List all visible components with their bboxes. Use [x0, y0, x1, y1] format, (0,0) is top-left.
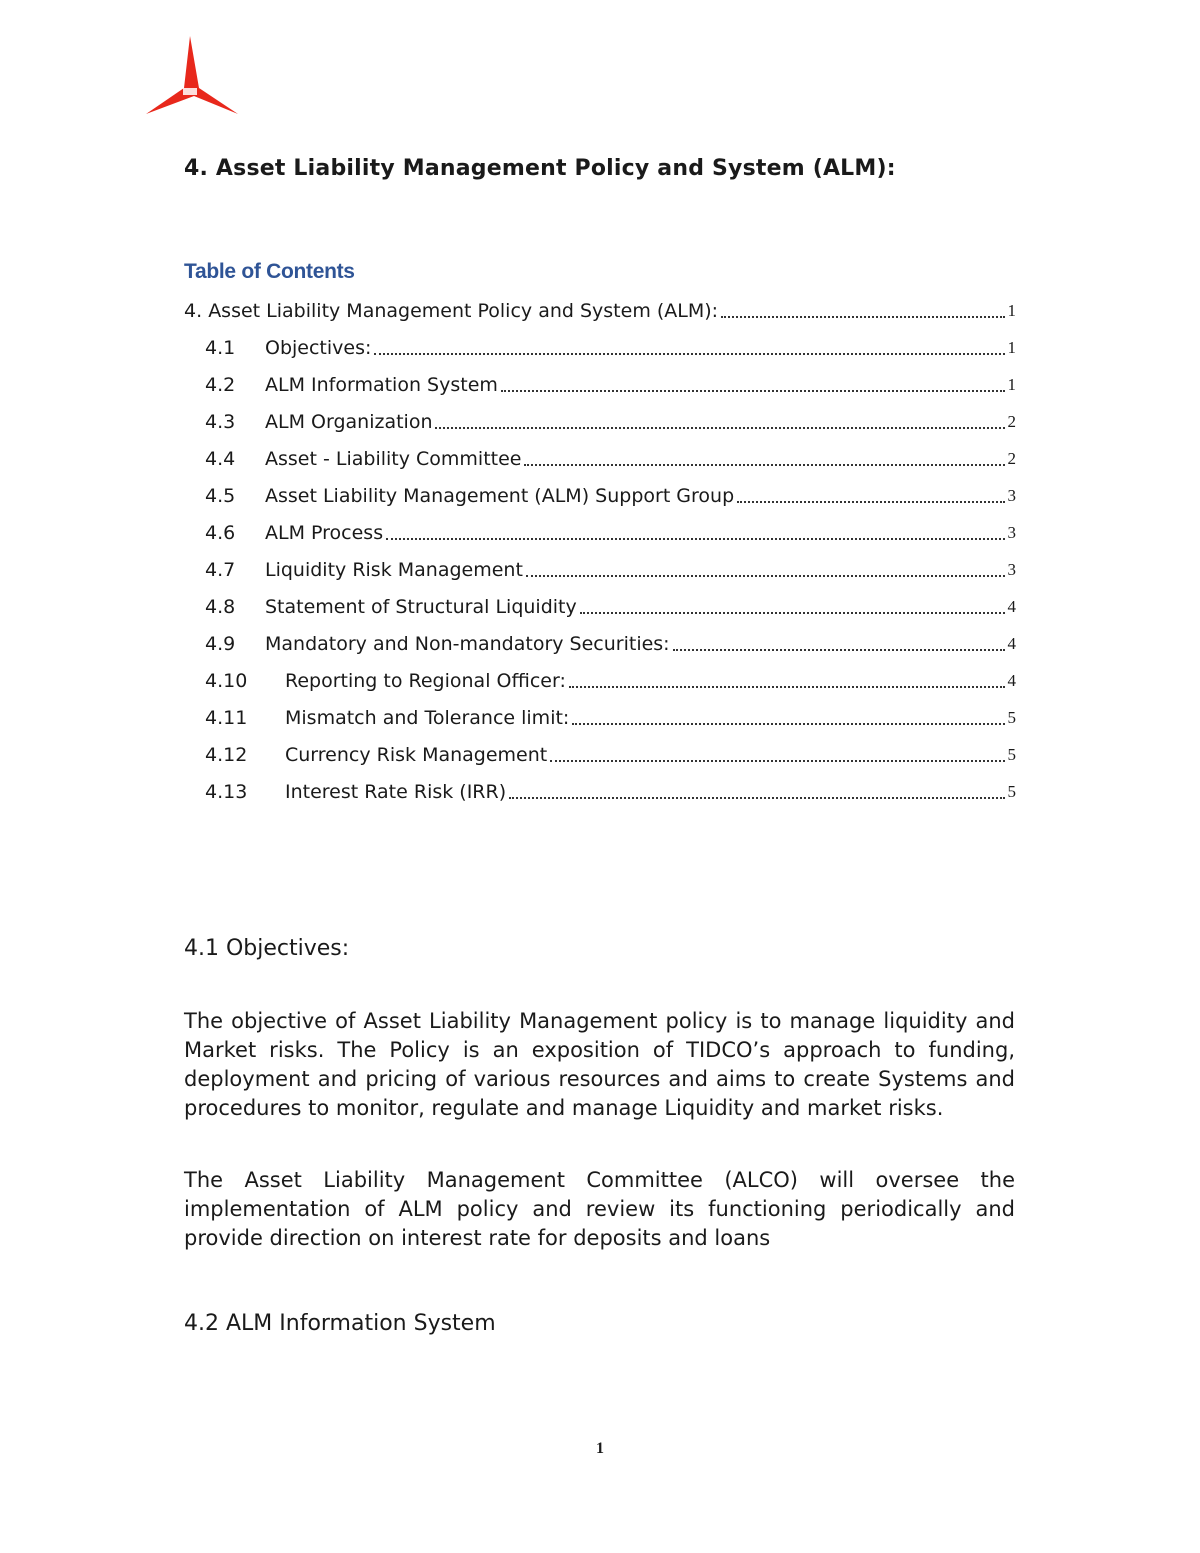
toc-heading: Table of Contents [184, 260, 355, 283]
objectives-paragraph-2: The Asset Liability Management Committee (ALCO) will oversee the implementation of ALM policy and review its functioning periodically and provide direction on interest rate for deposits and loans [184, 1168, 1015, 1250]
toc-entry-number: 4.12 [205, 743, 248, 766]
toc-entry[interactable] [184, 329, 1016, 366]
toc-entry[interactable] [184, 440, 1016, 477]
toc-entry-label: ALM Process [265, 521, 384, 544]
toc-entry-label: Asset Liability Management Policy and System (ALM): [208, 299, 719, 322]
toc-leader-dots [673, 649, 1005, 651]
toc-entry-number: 4.8 [205, 595, 236, 618]
toc-entry-label: Objectives: [265, 336, 372, 359]
toc-entry-page: 5 [1007, 707, 1016, 727]
toc-leader-dots [501, 390, 1005, 392]
toc-entry[interactable] [184, 699, 1016, 736]
toc-entry-label: ALM Information System [265, 373, 498, 396]
toc-entry[interactable] [184, 662, 1016, 699]
toc-entry-page: 1 [1007, 374, 1016, 394]
section-heading-objectives: 4.1 Objectives: [184, 936, 350, 961]
toc-entry[interactable] [184, 588, 1016, 625]
toc-entry-label: ALM Organization [265, 410, 433, 433]
toc-entry-number: 4.1 [205, 336, 236, 359]
toc-entry-page: 4 [1007, 670, 1016, 690]
toc-entry-label: Asset Liability Management (ALM) Support Group [265, 484, 735, 507]
toc-entry-number: 4.2 [205, 373, 236, 396]
toc-entry-label: Statement of Structural Liquidity [265, 595, 577, 618]
toc-leader-dots [550, 760, 1004, 762]
toc-entry-page: 4 [1007, 596, 1016, 616]
toc-entry-page: 3 [1007, 559, 1016, 579]
toc-leader-dots [524, 464, 1004, 466]
toc-entry-page: 5 [1007, 781, 1016, 801]
toc-entry[interactable] [184, 477, 1016, 514]
toc-entry-page: 2 [1007, 411, 1016, 431]
toc-entry-label: Mandatory and Non-mandatory Securities: [265, 632, 670, 655]
toc-entry-number: 4.3 [205, 410, 236, 433]
toc-leader-dots [572, 723, 1004, 725]
toc-entry[interactable] [184, 736, 1016, 773]
toc-leader-dots [580, 612, 1005, 614]
toc-entry-label: Interest Rate Risk (IRR) [285, 780, 507, 803]
document-title: 4. Asset Liability Management Policy and System (ALM): [184, 156, 896, 181]
toc-entry-number: 4.4 [205, 447, 236, 470]
toc-entry-number: 4.6 [205, 521, 236, 544]
toc-leader-dots [737, 501, 1004, 503]
toc-leader-dots [569, 686, 1005, 688]
toc-entry-number: 4.11 [205, 706, 248, 729]
toc-entry[interactable] [184, 514, 1016, 551]
table-of-contents [184, 292, 1016, 810]
toc-entry[interactable] [184, 551, 1016, 588]
toc-entry[interactable] [184, 773, 1016, 810]
company-logo [144, 36, 238, 116]
toc-entry-label: Liquidity Risk Management [265, 558, 523, 581]
toc-entry-page: 3 [1007, 485, 1016, 505]
section-heading-alm-information-system: 4.2 ALM Information System [184, 1311, 496, 1336]
toc-entry-page: 2 [1007, 448, 1016, 468]
toc-entry-label: Currency Risk Management [285, 743, 548, 766]
toc-entry-label: Reporting to Regional Officer: [285, 669, 566, 692]
toc-entry-page: 5 [1007, 744, 1016, 764]
toc-entry[interactable] [184, 625, 1016, 662]
toc-entry-number: 4.10 [205, 669, 248, 692]
toc-leader-dots [509, 797, 1004, 799]
toc-leader-dots [721, 316, 1004, 318]
toc-entry-number: 4.13 [205, 780, 248, 803]
toc-entry[interactable] [184, 292, 1016, 329]
toc-entry-label: Mismatch and Tolerance limit: [285, 706, 570, 729]
toc-entry-page: 1 [1007, 300, 1016, 320]
toc-entry[interactable] [184, 366, 1016, 403]
toc-entry-number: 4. [184, 299, 203, 322]
toc-leader-dots [526, 575, 1005, 577]
toc-entry-number: 4.9 [205, 632, 236, 655]
toc-entry-page: 1 [1007, 337, 1016, 357]
toc-entry-page: 4 [1007, 633, 1016, 653]
toc-entry[interactable] [184, 403, 1016, 440]
objectives-paragraph-1: The objective of Asset Liability Management policy is to manage liquidity and Market risks. The Policy is an exposition of TIDCO’s approach to funding, deployment and pricing of various resources and aims to create Systems and procedures to monitor, regulate and manage Liquidity and market risks. [184, 1009, 1015, 1120]
page-number: 1 [596, 1440, 604, 1457]
toc-leader-dots [374, 353, 1004, 355]
toc-entry-label: Asset - Liability Committee [265, 447, 522, 470]
toc-entry-number: 4.7 [205, 558, 236, 581]
toc-entry-number: 4.5 [205, 484, 236, 507]
toc-entry-page: 3 [1007, 522, 1016, 542]
toc-leader-dots [435, 427, 1004, 429]
toc-leader-dots [386, 538, 1004, 540]
